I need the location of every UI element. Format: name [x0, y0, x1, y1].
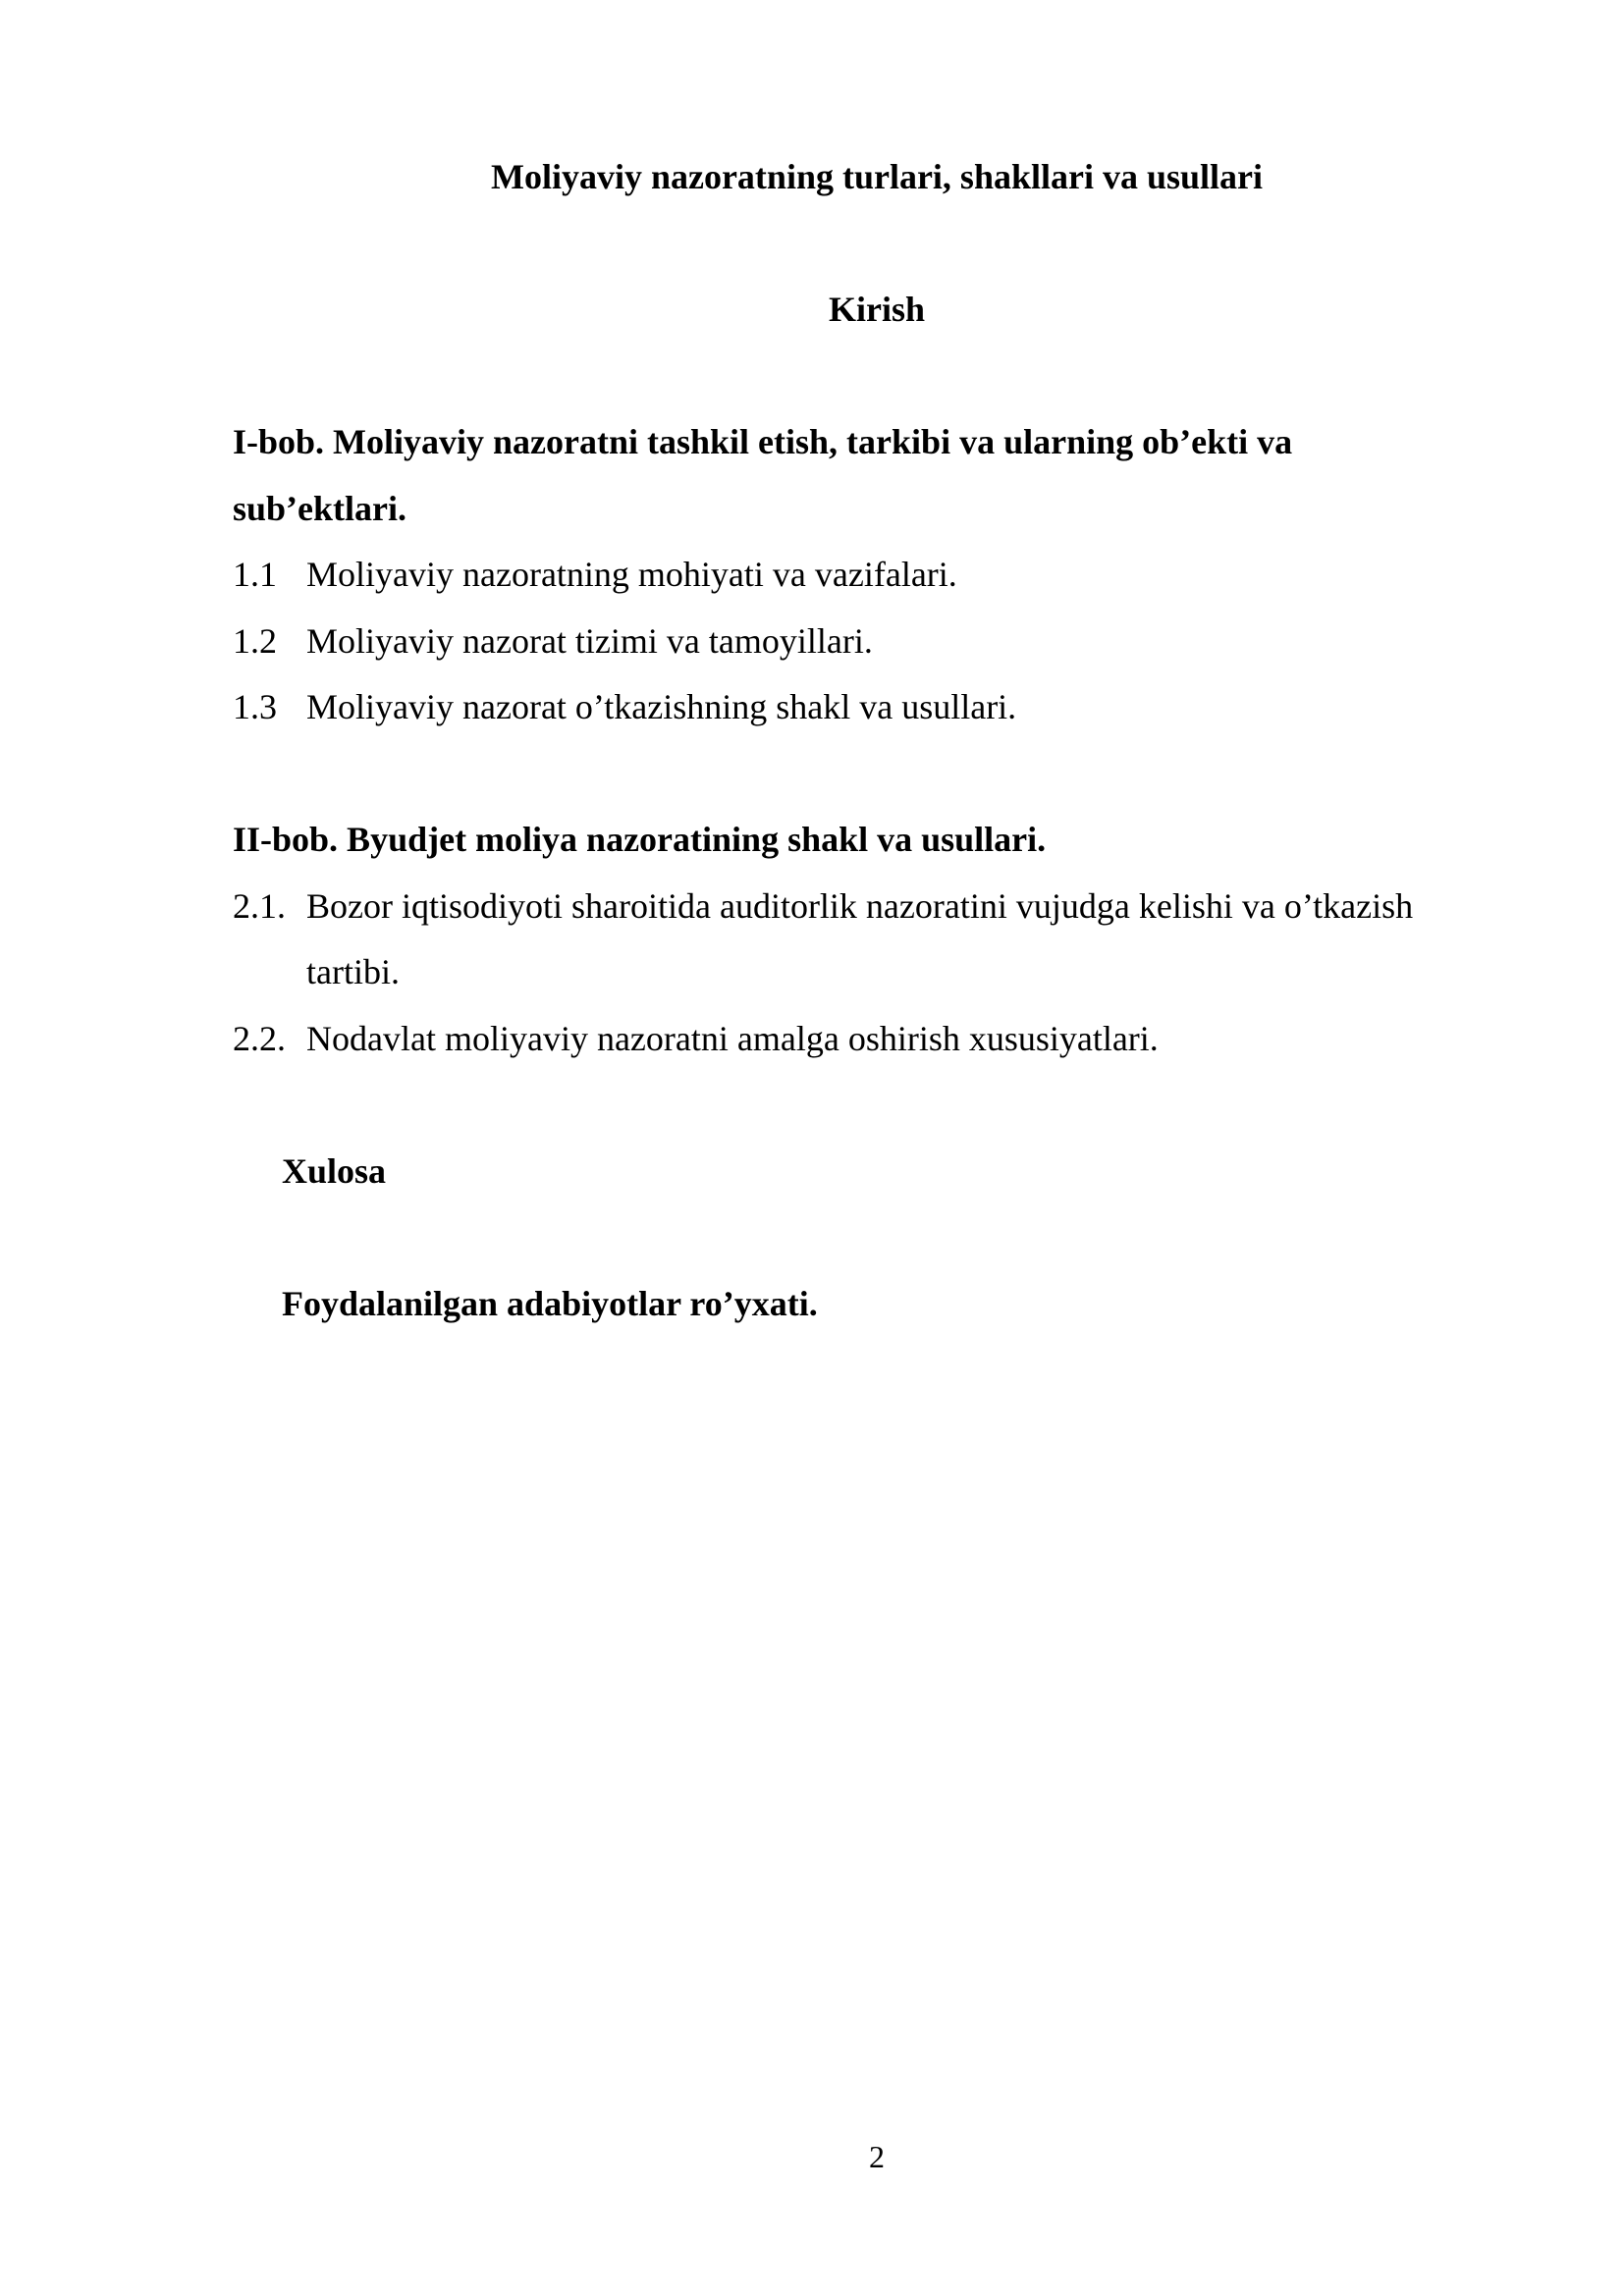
references-heading: Foydalanilgan adabiyotlar ro’yxati.: [282, 1284, 818, 1323]
toc-item-text: Moliyaviy nazoratning mohiyati va vazifalari.: [306, 555, 957, 594]
intro-heading: Kirish: [828, 290, 925, 329]
toc-item-number: 1.2: [233, 621, 277, 661]
chapter1-heading-line1: I-bob. Moliyaviy nazoratni tashkil etish, tarkibi va ularning ob’ekti va: [233, 422, 1293, 461]
document-title: Moliyaviy nazoratning turlari, shakllari va usullari: [490, 157, 1264, 196]
chapter1-heading-line2: sub’ektlari.: [233, 489, 407, 528]
toc-item-text: Nodavlat moliyaviy nazoratni amalga oshirish xususiyatlari.: [306, 1019, 1159, 1058]
toc-item-text: Moliyaviy nazorat o’tkazishning shakl va usullari.: [306, 687, 1017, 726]
toc-item-text: Moliyaviy nazorat tizimi va tamoyillari.: [306, 621, 873, 661]
toc-item-text-continuation: tartibi.: [306, 952, 400, 991]
conclusion-heading: Xulosa: [282, 1151, 387, 1191]
toc-item-number: 2.2.: [233, 1019, 286, 1058]
toc-item-text: Bozor iqtisodiyoti sharoitida auditorlik nazoratini vujudga kelishi va o’tkazish: [306, 886, 1414, 926]
toc-item-number: 2.1.: [233, 886, 286, 926]
page-number: 2: [869, 2139, 885, 2174]
toc-item-number: 1.3: [233, 687, 277, 726]
chapter2-heading: II-bob. Byudjet moliya nazoratining shakl va usullari.: [233, 820, 1047, 859]
toc-item-number: 1.1: [233, 555, 277, 594]
